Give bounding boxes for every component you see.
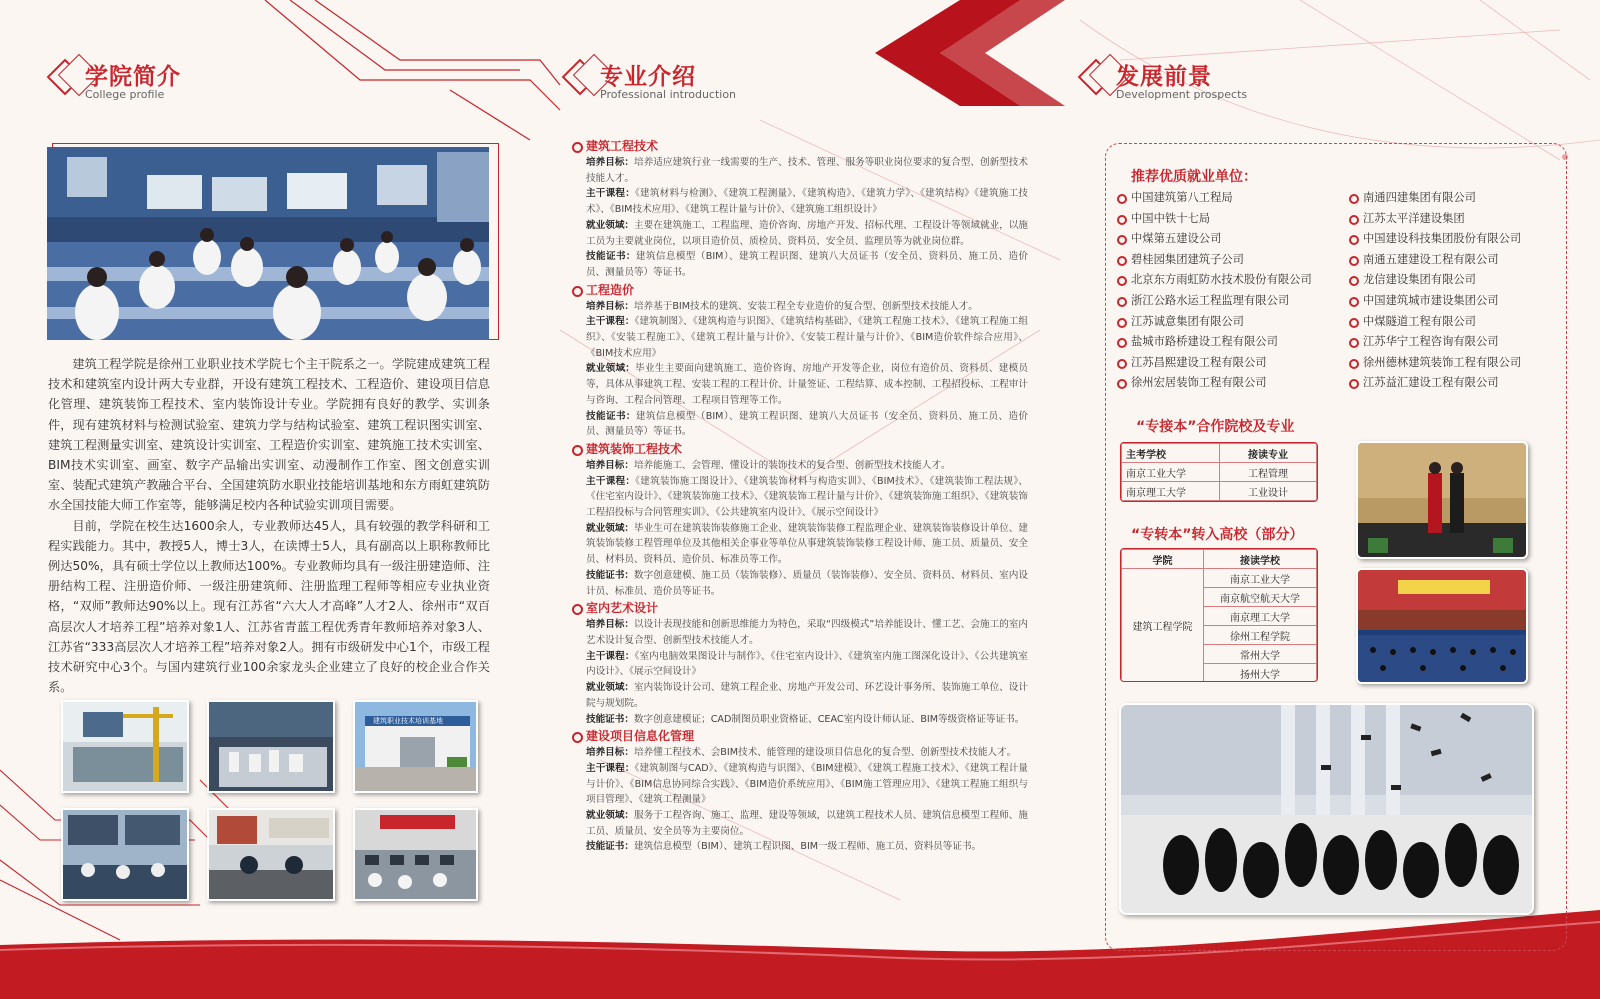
major-courses: 主干课程：《建筑制图》、《建筑构造与识图》、《建筑结构基础》、《建筑工程施工技术》、《建筑工程施工组织》、《安装工程施工》、《建筑工程计量与计价》、《安装工程计量与计价》、《BIM造价软件综合应用》、《BIM技术应用》 <box>586 316 1028 359</box>
major-goal: 培养目标：培养基于BIM技术的建筑、安装工程全专业造价的复合型、创新型技术技能人才。 <box>586 300 978 312</box>
intro-paragraph-2: 目前，学院在校生达1600余人，专业教师达45人，具有较强的教学科研和工程实践能力。其中，教授5人，博士3人，在读博士5人，具有副高以上职称教师比例达50%，具有硕士学位以上教师达100%。专业教师均具有一级注册建造师、注册结构工程、注册造价师、一级注册建筑师、注册监理工程师等相应专业执业资格，“双师”教师达90%以上。现有江苏省“六大人才高峰”人才2人、徐州市“双百高层次人才培养工程”培养对象1人、江苏省青蓝工程优秀青年教师培养对象3人、江苏省“333高层次人才培养工程”培养对象2人。拥有市级研发中心1个，市级工程技术研究中心3个。与国内建筑行业100余家龙头企业建立了良好的校企业合作关系。 <box>48 518 490 695</box>
major-courses: 主干课程：《建筑制图与CAD》、《建筑构造与识图》、《BIM建模》、《建筑工程施工技术》、《建筑工程计量与计价》、《BIM信息协同综合实践》、《BIM造价系统应用》、《BIM施工管理应用》、《建筑工程施工组织与项目管理》、《建筑工程测量》 <box>586 762 1028 806</box>
major-title: 工程造价 <box>572 282 1028 299</box>
employer-item: 碧桂园集团建筑子公司 <box>1117 250 1347 271</box>
major-item <box>572 441 1028 599</box>
thumb-training-base-caption: 建筑职业技术培训基地 <box>373 717 443 725</box>
major-employment: 就业领域：主要在建筑施工、工程监理、造价咨询、房地产开发、招标代理、工程设计等领域就业，以施工员为主要就业岗位，以项目造价员、质检员、资料员、安全员、监理员等为就业岗位群。 <box>586 219 1029 247</box>
employer-item: 盐城市路桥建设工程有限公司 <box>1117 332 1347 353</box>
major-title: 室内艺术设计 <box>572 600 1028 617</box>
thumb-training-base <box>353 700 478 793</box>
employer-item: 中煤隧道工程有限公司 <box>1349 312 1579 333</box>
major-certificates: 技能证书：建筑信息模型（BIM）、建筑工程识图、BIM一级工程师、施工员、资料员等证书。 <box>586 841 982 853</box>
major-courses: 主干课程：《室内电脑效果图设计与制作》、《住宅室内设计》、《建筑室内施工图深化设计》、《公共建筑室内设计》、《展示空间设计》 <box>586 650 1028 678</box>
graduates-cap-toss-photo <box>1119 703 1534 915</box>
zzb-school-cell: 徐州工程学院 <box>1204 626 1317 645</box>
zjb-cell: 工程管理 <box>1220 463 1317 482</box>
employers-left-list <box>1117 188 1347 394</box>
employer-item: 南通四建集团有限公司 <box>1349 188 1579 209</box>
zzb-title: “专转本”转入高校（部分） <box>1131 527 1304 543</box>
major-title: 建筑工程技术 <box>572 138 1028 155</box>
employer-item: 浙江公路水运工程监理有限公司 <box>1117 291 1347 312</box>
employer-item: 江苏益汇建设工程有限公司 <box>1349 373 1579 394</box>
classroom-photo <box>47 147 489 340</box>
majors-subtitle: Professional introduction <box>600 88 737 101</box>
zjb-head-major: 接读专业 <box>1220 444 1317 463</box>
zzb-head-college: 学院 <box>1122 550 1204 569</box>
major-item <box>572 138 1028 281</box>
college-profile-title: 学院简介 <box>85 64 181 90</box>
employer-item: 江苏昌熙建设工程有限公司 <box>1117 353 1347 374</box>
zzb-school-cell: 扬州大学 <box>1204 664 1317 683</box>
thumb-workshop <box>207 808 335 901</box>
zjb-table <box>1121 443 1317 501</box>
zzb-school-cell: 南京航空航天大学 <box>1204 588 1317 607</box>
employer-item: 北京东方雨虹防水技术股份有限公司 <box>1117 270 1347 291</box>
employers-right-list <box>1349 188 1579 394</box>
zzb-school-cell: 南京工业大学 <box>1204 569 1317 588</box>
employer-item: 中国建筑城市建设集团公司 <box>1349 291 1579 312</box>
major-employment: 就业领域：毕业生可在建筑装饰装修施工企业、建筑装饰装修工程监理企业、建筑装饰装修设计单位、建筑装饰装修工程管理单位及其他相关企事业等单位从事建筑装饰装修工程设计师、施工员、质量员、安全员、材料员、资料员、造价员、标准员等工作。 <box>586 522 1029 566</box>
employers-title: 推荐优质就业单位： <box>1131 169 1257 185</box>
major-certificates: 技能证书：数字创意建模、施工员（装饰装修）、质量员（装饰装修）、安全员、资料员、材料员、室内设计员、标准员、造价员等证书。 <box>586 569 1028 597</box>
major-goal: 培养目标：以设计表现技能和创新思维能力为特色，采取“四级模式”培养能设计、懂工艺、会施工的室内艺术设计复合型、创新型技术技能人才。 <box>586 619 1028 646</box>
major-employment: 就业领域：毕业生主要面向建筑施工、造价咨询、房地产开发等企业，岗位有造价员、资料员、建模员等，具体从事建筑工程、安装工程的工程计价、计量签证、工程结算、成本控制、工程招投标、工程审计与咨询、工程合同管理、工程项目管理等工作。 <box>586 363 1029 406</box>
employer-item: 徐州宏居装饰工程有限公司 <box>1117 373 1347 394</box>
major-title: 建筑装饰工程技术 <box>572 441 1028 458</box>
major-goal: 培养目标：培养懂工程技术、会BIM技术、能管理的建设项目信息化的复合型、创新型技术技能人才。 <box>586 747 1017 759</box>
employer-item: 中国中铁十七局 <box>1117 209 1347 230</box>
major-goal: 培养目标：培养能施工、会管理、懂设计的装饰技术的复合型、创新型技术技能人才。 <box>586 459 951 471</box>
major-item <box>572 728 1028 855</box>
employer-item: 龙信建设集团有限公司 <box>1349 270 1579 291</box>
majors-title: 专业介绍 <box>600 64 696 90</box>
major-goal: 培养目标：培养适应建筑行业一线需要的生产、技术、管理、服务等职业岗位要求的复合型、创新型技术技能人才。 <box>586 157 1029 184</box>
major-certificates: 技能证书：建筑信息模型（BIM）、建筑工程识图、建筑八大员证书（安全员、资料员、施工员、造价员、测量员等）等证书。 <box>586 251 1029 278</box>
graduation-ceremony-photo <box>1356 441 1528 559</box>
college-profile-subtitle: College profile <box>85 88 165 101</box>
employer-item: 徐州德林建筑装饰工程有限公司 <box>1349 353 1579 374</box>
thumb-students-screens <box>61 808 189 901</box>
prospects-subtitle: Development prospects <box>1116 88 1248 101</box>
major-employment: 就业领域：服务于工程咨询、施工、监理、建设等领域，以建筑工程技术人员、建筑信息模型工程师、施工员、质量员、安全员等为主要岗位。 <box>586 810 1029 837</box>
employer-item: 江苏太平洋建设集团 <box>1349 209 1579 230</box>
zzb-school-cell: 常州大学 <box>1204 645 1317 664</box>
employer-item: 南通五建建设工程有限公司 <box>1349 250 1579 271</box>
zzb-college-cell: 建筑工程学院 <box>1122 569 1204 683</box>
auditorium-photo <box>1356 568 1528 684</box>
zjb-cell: 南京理工大学 <box>1122 482 1220 501</box>
major-item <box>572 282 1028 440</box>
major-courses: 主干课程：《建筑材料与检测》、《建筑工程测量》、《建筑构造》、《建筑力学》、《建筑结构》《建筑施工技术》、《BIM技术应用》、《建筑工程计量与计价》、《建筑施工组织设计》 <box>586 188 1029 216</box>
zjb-head-school: 主考学校 <box>1122 444 1220 463</box>
zjb-cell: 工业设计 <box>1220 482 1317 501</box>
zjb-cell: 南京工业大学 <box>1122 463 1220 482</box>
thumb-lab-model <box>61 700 189 793</box>
major-employment: 就业领域：室内装饰设计公司、建筑工程企业、房地产开发公司、环艺设计事务所、装饰施工单位、设计院与规划院。 <box>586 682 1029 709</box>
zzb-table-frame <box>1120 548 1318 682</box>
college-intro-text <box>48 354 490 697</box>
intro-paragraph-1: 建筑工程学院是徐州工业职业技术学院七个主干院系之一。学院建成建筑工程技术和建筑室内设计两大专业群，开设有建筑工程技术、工程造价、建设项目信息化管理、建筑装饰工程技术、室内装饰设计专业。学院拥有良好的教学、实训条件，现有建筑材料与检测试验室、建筑力学与结构试验室、建筑工程识图实训室、建筑工程测量实训室、建筑设计实训室、工程造价实训室、建筑施工技术实训室、BIM技术实训室、画室、数字产品输出实训室、动漫制作工作室、图文创意实训室、装配式建筑产教融合平台、全国建筑防水职业技能培训基地和东方雨虹建筑防水全国技能大师工作室等，能够满足校内各种试验实训项目需要。 <box>48 357 490 513</box>
employer-item: 江苏诚意集团有限公司 <box>1117 312 1347 333</box>
prospects-title: 发展前景 <box>1116 64 1212 90</box>
zzb-school-cell: 南京理工大学 <box>1204 607 1317 626</box>
employer-item: 中煤第五建设公司 <box>1117 229 1347 250</box>
major-certificates: 技能证书：数字创意建模证；CAD制图员职业资格证、CEAC室内设计师认证、BIM等级资格证等证书。 <box>586 713 1025 725</box>
zzb-head-school: 接读学校 <box>1204 550 1317 569</box>
zjb-table-frame <box>1120 442 1318 502</box>
zjb-title: “专接本”合作院校及专业 <box>1136 419 1295 435</box>
major-item <box>572 600 1028 727</box>
thumb-computer-lab <box>353 808 478 901</box>
major-courses: 主干课程：《建筑装饰施工图设计》、《建筑装饰材料与构造实训》、《BIM技术》、《建筑装饰工程法规》、《住宅室内设计》、《建筑装饰施工技术》、《建筑装饰工程计量与计价》、《建筑装饰施工组织》、《建筑装饰工程招投标与合同管理实训》、《公共建筑室内设计》、《展示空间设计》 <box>586 475 1029 519</box>
majors-list <box>572 138 1028 856</box>
thumb-lab-models-table <box>207 700 335 793</box>
employer-item: 中国建设科技集团股份有限公司 <box>1349 229 1579 250</box>
employer-item: 中国建筑第八工程局 <box>1117 188 1347 209</box>
zzb-table <box>1121 549 1317 682</box>
major-title: 建设项目信息化管理 <box>572 728 1028 745</box>
employer-item: 江苏华宁工程咨询有限公司 <box>1349 332 1579 353</box>
major-certificates: 技能证书：建筑信息模型（BIM）、建筑工程识图、建筑八大员证书（安全员、资料员、施工员、造价员、测量员等）等证书。 <box>586 410 1029 438</box>
